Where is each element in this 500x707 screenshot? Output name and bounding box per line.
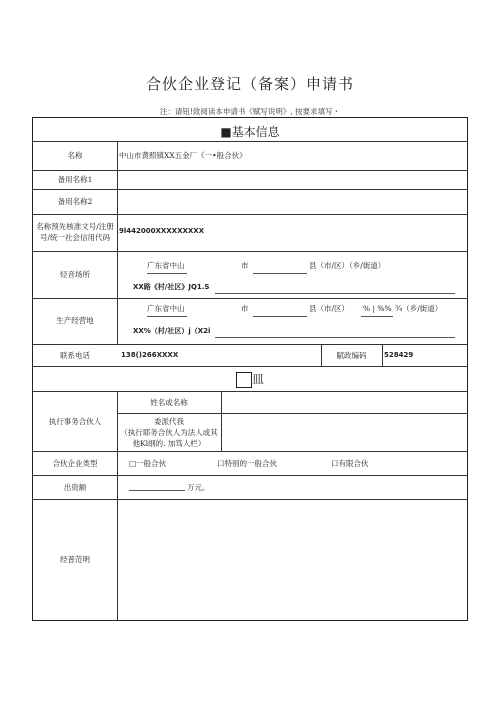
approval-number-label: 名称预先核准文号/注册号/统一社会信用代码 xyxy=(36,222,114,242)
location-county-suffix: 县（市/区）（乡/街道） xyxy=(309,261,386,270)
business-scope-label: 经普范明 xyxy=(60,555,90,564)
type-option-special-general[interactable]: 口特别的一般合伙 xyxy=(217,459,277,468)
production-province[interactable]: 广东省中山 xyxy=(147,304,185,313)
representative-note: （执行耶务合伙人为法人或其他Kl纲的. 加笃人栏） xyxy=(120,428,218,448)
representative-label: 委派代我 xyxy=(154,417,184,426)
type-option-limited[interactable]: 口有限合伙 xyxy=(331,459,369,468)
production-city-suffix: 市 xyxy=(241,304,249,313)
production-mid[interactable]: % | %% xyxy=(363,304,392,313)
alt-name-1-label: 备用名称1 xyxy=(57,175,93,184)
alt-name-2-label: 备用名称2 xyxy=(57,197,93,206)
page-title: 合伙企业登记（备案）申请书 xyxy=(145,75,354,93)
production-location-label: 生产经营地 xyxy=(56,316,94,325)
capital-unit: 万元。 xyxy=(187,483,210,492)
type-option-general[interactable]: □一般合伙 xyxy=(129,459,167,468)
executive-partner-label: 执行事务合伙人 xyxy=(48,417,102,426)
location-province[interactable]: 广东省中山 xyxy=(147,261,185,270)
capital-label: 出资额 xyxy=(63,483,87,492)
name-value[interactable]: 中山市黄照镇XX五金厂《一•般合伙》 xyxy=(119,151,247,160)
instruction-note: 注：请钮!致阅读本申请书《赋写说明》, 按要求填写・ xyxy=(159,107,341,116)
postal-code-label: 賦政编码 xyxy=(336,351,367,360)
phone-value[interactable]: 138()266XXXX xyxy=(121,351,179,359)
name-label: 名称 xyxy=(67,151,83,160)
section-basic-info: ■基本信息 xyxy=(220,125,280,139)
registration-form xyxy=(32,117,468,621)
production-county-suffix: 县（市/区） xyxy=(309,304,350,313)
approval-number-value[interactable]: 9l442000XXXXXXXXX xyxy=(119,227,205,235)
phone-label: 联系电话 xyxy=(60,351,90,360)
production-line2[interactable]: XX%（村/社区）j（X2i xyxy=(133,327,211,335)
postal-code-value[interactable]: 528429 xyxy=(384,351,414,359)
business-location-label: 烃音场所 xyxy=(60,270,90,279)
checkbox-square-icon xyxy=(236,372,252,388)
section-partner-info xyxy=(33,370,467,388)
enterprise-type-label: 合伙企业类型 xyxy=(52,459,98,468)
location-line2[interactable]: XX路《村/社区》JQ1.S xyxy=(133,283,210,291)
partner-name-label: 姓名或名称 xyxy=(150,398,188,407)
location-city-suffix: 市 xyxy=(241,261,249,270)
section-2-glyph: 皿 xyxy=(251,372,264,386)
production-town-suffix: ¾（乡/街道） xyxy=(395,304,443,313)
